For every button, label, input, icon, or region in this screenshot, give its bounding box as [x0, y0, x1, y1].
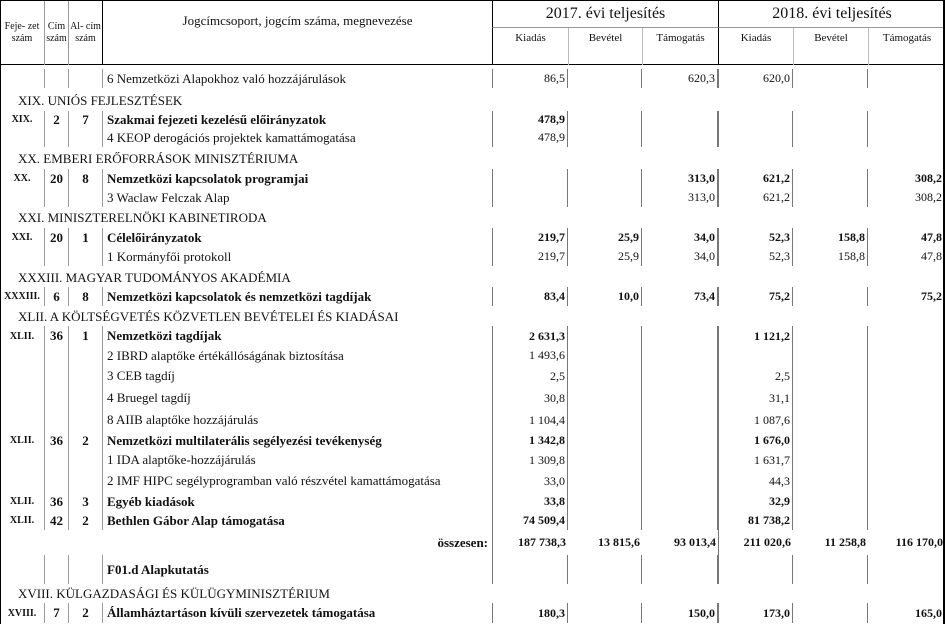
header-year-2018: 2018. évi teljesítés: [718, 1, 945, 28]
alcim-cell: 2: [68, 603, 102, 623]
cim-cell: [44, 409, 68, 431]
table-row: [0, 188, 945, 207]
value-cell: [568, 492, 642, 511]
value-cell: [793, 555, 868, 584]
value-cell: 2 631,3: [492, 326, 568, 346]
fejezet-cell: [0, 128, 44, 147]
alcim-cell: 1: [68, 228, 102, 247]
value-cell: 187 738,3: [492, 530, 568, 555]
fejezet-cell: [0, 470, 44, 492]
alcim-cell: 8: [68, 287, 102, 306]
value-cell: [793, 409, 868, 431]
header-fejezet: Feje- zet szám: [4, 21, 40, 44]
section-title: XX. EMBERI ERŐFORRÁSOK MINISZTÉRIUMA: [18, 151, 299, 166]
cim-cell: 20: [44, 169, 68, 188]
name-cell: Államháztartáson kívüli szervezetek támogatása: [102, 603, 492, 623]
cim-cell: [44, 470, 68, 492]
table-row: [0, 228, 945, 247]
value-cell: [793, 431, 868, 450]
value-cell: [868, 470, 945, 492]
name-cell: Nemzetközi tagdíjak: [102, 326, 492, 346]
name-cell: Nemzetközi kapcsolatok programjai: [102, 169, 492, 188]
value-cell: 620,3: [642, 69, 718, 88]
table-row: [0, 555, 945, 584]
header-alcim: Al- cím szám: [68, 1, 102, 65]
value-cell: 2,5: [718, 365, 793, 387]
table-row: [0, 431, 945, 450]
value-cell: 74 509,4: [492, 511, 568, 530]
value-cell: 1 631,7: [718, 450, 793, 470]
value-cell: 33,8: [492, 492, 568, 511]
alcim-cell: [68, 365, 102, 387]
cim-cell: [44, 387, 68, 409]
alcim-cell: [68, 450, 102, 470]
table-row: [0, 511, 945, 530]
value-cell: 313,0: [642, 188, 718, 207]
value-cell: 1 087,6: [718, 409, 793, 431]
value-cell: 158,8: [793, 228, 868, 247]
alcim-cell: [68, 128, 102, 147]
fejezet-cell: [0, 247, 44, 266]
cim-cell: [44, 128, 68, 147]
section-heading-row: [0, 91, 945, 111]
fejezet-cell: XIX.: [11, 114, 33, 125]
table-row: [0, 603, 945, 623]
value-cell: [568, 111, 642, 128]
value-cell: [793, 511, 868, 530]
name-cell: Célelőirányzatok: [102, 228, 492, 247]
header-tamogatas-2017: Támogatás: [642, 28, 718, 65]
section-title: XLII. A KÖLTSÉGVETÉS KÖZVETLEN BEVÉTELEI ÉS KIADÁSAI: [18, 308, 399, 324]
value-cell: 52,3: [718, 228, 793, 247]
cim-cell: [44, 247, 68, 266]
fejezet-cell: [0, 188, 44, 207]
alcim-cell: [68, 555, 102, 584]
value-cell: [642, 511, 718, 530]
name-cell: 4 KEOP derogációs projektek kamattámogatása: [102, 128, 492, 147]
value-cell: [642, 450, 718, 470]
header-bevetel-2018: Bevétel: [793, 28, 868, 65]
value-cell: [718, 128, 793, 147]
value-cell: 31,1: [718, 387, 793, 409]
value-cell: 10,0: [568, 287, 642, 306]
value-cell: 1 342,8: [492, 431, 568, 450]
name-cell: 6 Nemzetközi Alapokhoz való hozzájárulások: [102, 69, 492, 88]
cim-cell: 42: [44, 511, 68, 530]
fejezet-cell: XLII.: [9, 496, 35, 507]
value-cell: [793, 365, 868, 387]
value-cell: 33,0: [492, 470, 568, 492]
cim-cell: 6: [44, 287, 68, 306]
value-cell: [568, 409, 642, 431]
value-cell: [642, 326, 718, 346]
value-cell: [642, 128, 718, 147]
fejezet-cell: XLII.: [9, 515, 35, 526]
value-cell: [718, 111, 793, 128]
cim-cell: 36: [44, 492, 68, 511]
value-cell: [642, 346, 718, 365]
value-cell: [568, 603, 642, 623]
alcim-cell: 1: [68, 326, 102, 346]
value-cell: [793, 287, 868, 306]
cim-cell: 20: [44, 228, 68, 247]
name-cell: 4 Bruegel tagdíj: [102, 387, 492, 409]
section-heading-row: [0, 307, 945, 326]
name-cell: F01.d Alapkutatás: [102, 555, 492, 584]
cim-cell: 36: [44, 326, 68, 346]
value-cell: [793, 492, 868, 511]
value-cell: [793, 169, 868, 188]
name-cell: 1 Kormányfői protokoll: [102, 247, 492, 266]
value-cell: 13 815,6: [598, 535, 640, 549]
value-cell: 1 104,4: [492, 409, 568, 431]
value-cell: [793, 69, 868, 88]
value-cell: [868, 511, 945, 530]
value-cell: 75,2: [718, 287, 793, 306]
cim-cell: [44, 365, 68, 387]
section-heading-row: [0, 268, 945, 287]
value-cell: 478,9: [492, 128, 568, 147]
value-cell: 211 020,6: [718, 530, 793, 555]
section-heading-row: [0, 149, 945, 169]
fejezet-cell: XLII.: [9, 435, 35, 446]
name-cell: Szakmai fejezeti kezelésű előirányzatok: [102, 111, 492, 128]
table-row: [0, 326, 945, 346]
value-cell: [793, 470, 868, 492]
name-cell: 2 IBRD alaptőke értékállóságának biztosítása: [102, 346, 492, 365]
value-cell: [868, 409, 945, 431]
table-header: [0, 0, 945, 65]
value-cell: [868, 387, 945, 409]
value-cell: [642, 492, 718, 511]
value-cell: [568, 470, 642, 492]
value-cell: [568, 169, 642, 188]
value-cell: 44,3: [718, 470, 793, 492]
cim-cell: [44, 450, 68, 470]
alcim-cell: [68, 247, 102, 266]
table-row: [0, 387, 945, 409]
table-row: [0, 365, 945, 387]
cim-cell: [44, 188, 68, 207]
value-cell: [568, 365, 642, 387]
value-cell: 25,9: [568, 247, 642, 266]
section-title: XXI. MINISZTERELNÖKI KABINETIRODA: [18, 210, 267, 225]
value-cell: 30,8: [492, 387, 568, 409]
cim-cell: 2: [44, 111, 68, 128]
alcim-cell: [68, 470, 102, 492]
table-row: [0, 169, 945, 188]
value-cell: [642, 431, 718, 450]
table-row: [0, 128, 945, 147]
value-cell: [568, 69, 642, 88]
table-row: [0, 450, 945, 470]
name-cell: Nemzetközi kapcsolatok és nemzetközi tagdíjak: [102, 287, 492, 306]
value-cell: [642, 555, 718, 584]
fejezet-cell: XXI.: [11, 232, 33, 243]
alcim-cell: [68, 188, 102, 207]
value-cell: 158,8: [793, 247, 868, 266]
value-cell: [568, 555, 642, 584]
value-cell: 180,3: [492, 603, 568, 623]
value-cell: [793, 326, 868, 346]
alcim-cell: 2: [68, 431, 102, 450]
value-cell: 32,9: [718, 492, 793, 511]
fejezet-cell: XX.: [13, 173, 31, 184]
cim-cell: 36: [44, 431, 68, 450]
value-cell: 1 309,8: [492, 450, 568, 470]
fejezet-cell: XLII.: [9, 330, 35, 342]
value-cell: [868, 346, 945, 365]
value-cell: [868, 450, 945, 470]
alcim-cell: [68, 69, 102, 88]
value-cell: [568, 387, 642, 409]
value-cell: 313,0: [642, 169, 718, 188]
alcim-cell: 7: [68, 111, 102, 128]
value-cell: [868, 555, 945, 584]
value-cell: 34,0: [642, 228, 718, 247]
value-cell: 81 738,2: [718, 511, 793, 530]
table-row: [0, 492, 945, 511]
header-name: Jogcímcsoport, jogcím száma, megnevezése: [102, 1, 492, 65]
value-cell: [492, 169, 568, 188]
total-row: [0, 530, 945, 555]
fejezet-cell: [0, 450, 44, 470]
cim-cell: [44, 555, 68, 584]
value-cell: [568, 346, 642, 365]
value-cell: [568, 128, 642, 147]
value-cell: 150,0: [642, 603, 718, 623]
value-cell: [642, 409, 718, 431]
value-cell: [642, 387, 718, 409]
fejezet-cell: [0, 555, 44, 584]
value-cell: [718, 555, 793, 584]
alcim-cell: 8: [68, 169, 102, 188]
value-cell: 1 493,6: [492, 346, 568, 365]
cim-cell: [44, 346, 68, 365]
value-cell: [793, 387, 868, 409]
value-cell: 47,8: [868, 247, 945, 266]
header-kiadas-2018: Kiadás: [718, 28, 793, 65]
name-cell: Nemzetközi multilaterális segélyezési tevékenység: [102, 431, 492, 450]
fejezet-cell: [0, 346, 44, 365]
header-tamogatas-2018: Támogatás: [868, 28, 945, 65]
total-label: összesen:: [437, 534, 488, 550]
value-cell: [492, 555, 568, 584]
value-cell: [868, 111, 945, 128]
value-cell: [793, 450, 868, 470]
value-cell: 11 258,8: [824, 535, 866, 549]
value-cell: 308,2: [868, 188, 945, 207]
table-row: [0, 111, 945, 128]
value-cell: [868, 431, 945, 450]
value-cell: 308,2: [868, 169, 945, 188]
value-cell: 2,5: [492, 365, 568, 387]
value-cell: [568, 511, 642, 530]
value-cell: [793, 346, 868, 365]
value-cell: 219,7: [492, 228, 568, 247]
fejezet-cell: [0, 69, 44, 88]
section-title: XXXIII. MAGYAR TUDOMÁNYOS AKADÉMIA: [18, 269, 291, 285]
cim-cell: 7: [44, 603, 68, 623]
table-row: [0, 409, 945, 431]
value-cell: 25,9: [568, 228, 642, 247]
value-cell: 86,5: [492, 69, 568, 88]
value-cell: [492, 188, 568, 207]
value-cell: [568, 188, 642, 207]
table-row: [0, 69, 945, 88]
fejezet-cell: [0, 409, 44, 431]
header-cim: Cím szám: [44, 1, 68, 65]
value-cell: 1 121,2: [718, 326, 793, 346]
value-cell: 83,4: [492, 287, 568, 306]
fejezet-cell: [0, 387, 44, 409]
fejezet-cell: [0, 365, 44, 387]
value-cell: 1 676,0: [718, 431, 793, 450]
value-cell: [793, 603, 868, 623]
value-cell: [868, 365, 945, 387]
alcim-cell: [68, 346, 102, 365]
value-cell: 116 170,0: [895, 535, 943, 549]
value-cell: [642, 111, 718, 128]
table-row: [0, 247, 945, 266]
section-heading-row: [0, 208, 945, 228]
header-bevetel-2017: Bevétel: [568, 28, 642, 65]
value-cell: [718, 346, 793, 365]
header-kiadas-2017: Kiadás: [492, 28, 568, 65]
value-cell: 165,0: [868, 603, 945, 623]
value-cell: 478,9: [492, 111, 568, 128]
name-cell: 1 IDA alaptőke-hozzájárulás: [102, 450, 492, 470]
name-cell: 3 CEB tagdíj: [102, 365, 492, 387]
value-cell: [868, 128, 945, 147]
section-title: XIX. UNIÓS FEJLESZTÉSEK: [18, 93, 183, 108]
table-row: [0, 346, 945, 365]
value-cell: 621,2: [718, 188, 793, 207]
alcim-cell: 3: [68, 492, 102, 511]
alcim-cell: [68, 409, 102, 431]
section-heading-row: [0, 584, 945, 603]
value-cell: [568, 326, 642, 346]
value-cell: 173,0: [718, 603, 793, 623]
name-cell: Bethlen Gábor Alap támogatása: [102, 511, 492, 530]
value-cell: [868, 69, 945, 88]
section-title: XVIII. KÜLGAZDASÁGI ÉS KÜLÜGYMINISZTÉRIUM: [18, 585, 330, 601]
cim-cell: [44, 69, 68, 88]
value-cell: [793, 111, 868, 128]
name-cell: Egyéb kiadások: [102, 492, 492, 511]
table-row: [0, 287, 945, 306]
value-cell: [868, 326, 945, 346]
value-cell: [642, 365, 718, 387]
table-row: [0, 470, 945, 492]
value-cell: 47,8: [868, 228, 945, 247]
value-cell: 219,7: [492, 247, 568, 266]
value-cell: 620,0: [718, 69, 793, 88]
value-cell: 52,3: [718, 247, 793, 266]
value-cell: 93 013,4: [674, 535, 716, 549]
name-cell: 3 Waclaw Felczak Alap: [102, 188, 492, 207]
value-cell: 621,2: [718, 169, 793, 188]
value-cell: 75,2: [868, 287, 945, 306]
value-cell: [868, 492, 945, 511]
header-year-2017: 2017. évi teljesítés: [492, 1, 718, 28]
alcim-cell: [68, 387, 102, 409]
value-cell: 73,4: [642, 287, 718, 306]
value-cell: [793, 188, 868, 207]
name-cell: 2 IMF HIPC segélyprogramban való részvétel kamattámogatása: [102, 470, 492, 492]
value-cell: 34,0: [642, 247, 718, 266]
value-cell: [568, 450, 642, 470]
value-cell: [642, 470, 718, 492]
value-cell: [793, 128, 868, 147]
fejezet-cell: XVIII.: [7, 607, 37, 619]
fejezet-cell: XXXIII.: [4, 291, 40, 302]
name-cell: 8 AIIB alaptőke hozzájárulás: [102, 409, 492, 431]
value-cell: [568, 431, 642, 450]
alcim-cell: 2: [68, 511, 102, 530]
